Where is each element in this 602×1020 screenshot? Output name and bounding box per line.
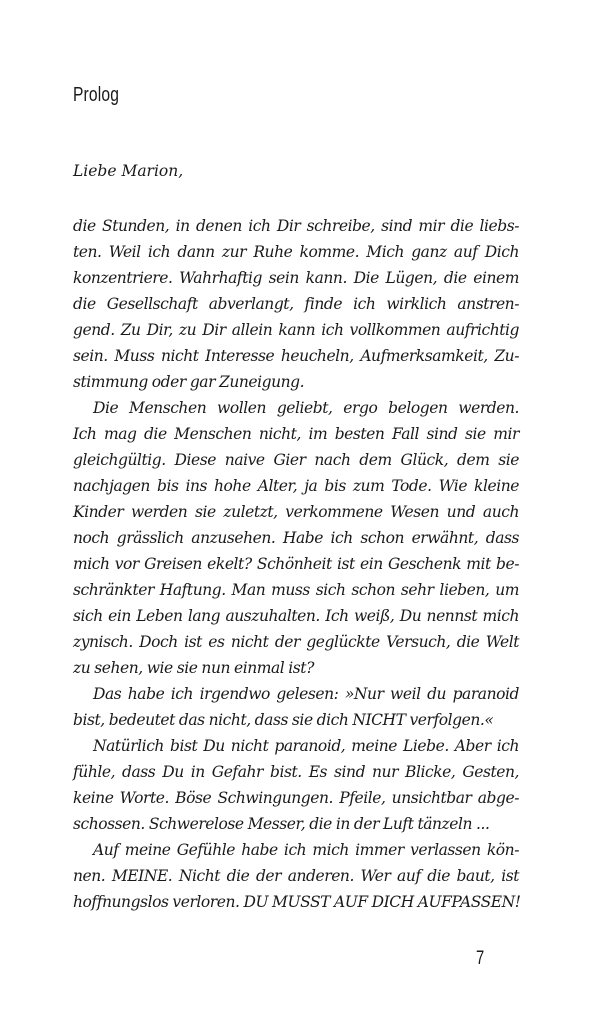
text-line: ten. Weil ich dann zur Ruhe komme. Mich ganz auf Dich — [73, 243, 519, 261]
text-line: konzentriere. Wahrhaftig sein kann. Die Lügen, die einem — [73, 269, 519, 287]
text-line: die Gesellschaft abverlangt, finde ich wirklich anstren- — [73, 295, 519, 313]
text-line: zynisch. Doch ist es nicht der geglückte Versuch, die Welt — [73, 633, 519, 651]
text-line: Ich mag die Menschen nicht, im besten Fall sind sie mir — [73, 425, 519, 443]
text-line: fühle, dass Du in Gefahr bist. Es sind nur Blicke, Gesten, — [73, 763, 519, 781]
text-line: sein. Muss nicht Interesse heucheln, Aufmerksamkeit, Zu- — [73, 347, 519, 365]
chapter-title: Prolog — [73, 84, 120, 106]
text-line: bist, bedeutet das nicht, dass sie dich NICHT verfolgen.« — [73, 711, 494, 729]
text-line: gend. Zu Dir, zu Dir allein kann ich vollkommen aufrichtig — [73, 321, 519, 339]
text-line: gleichgültig. Diese naive Gier nach dem Glück, dem sie — [73, 451, 519, 469]
text-line: hoffnungslos verloren. DU MUSST AUF DICH AUFPASSEN! — [73, 893, 521, 911]
text-line: Das habe ich irgendwo gelesen: »Nur weil du paranoid — [93, 685, 519, 703]
text-line: stimmung oder gar Zuneigung. — [73, 373, 305, 391]
text-line: zu sehen, wie sie nun einmal ist? — [73, 659, 314, 677]
text-line: sich ein Leben lang auszuhalten. Ich weiß, Du nennst mich — [73, 607, 519, 625]
text-line: Kinder werden sie zuletzt, verkommene Wesen und auch — [73, 503, 519, 521]
text-line: mich vor Greisen ekelt? Schönheit ist ein Geschenk mit be- — [73, 555, 519, 573]
text-line: Natürlich bist Du nicht paranoid, meine Liebe. Aber ich — [93, 737, 519, 755]
letter-salutation: Liebe Marion, — [73, 162, 184, 180]
text-line: keine Worte. Böse Schwingungen. Pfeile, unsichtbar abge- — [73, 789, 519, 807]
letter-body — [73, 213, 519, 915]
text-line: Auf meine Gefühle habe ich mich immer verlassen kön- — [93, 841, 519, 859]
text-line: noch grässlich anzusehen. Habe ich schon erwähnt, dass — [73, 529, 519, 547]
text-line: die Stunden, in denen ich Dir schreibe, sind mir die liebs- — [73, 217, 519, 235]
text-line: schränkter Haftung. Man muss sich schon sehr lieben, um — [73, 581, 519, 599]
text-line: nen. MEINE. Nicht die der anderen. Wer auf die baut, ist — [73, 867, 519, 885]
text-line: schossen. Schwerelose Messer, die in der Luft tänzeln ... — [73, 815, 490, 833]
text-line: Die Menschen wollen geliebt, ergo belogen werden. — [93, 399, 519, 417]
text-line: nachjagen bis ins hohe Alter, ja bis zum Tode. Wie kleine — [73, 477, 519, 495]
page-number: 7 — [476, 948, 485, 969]
